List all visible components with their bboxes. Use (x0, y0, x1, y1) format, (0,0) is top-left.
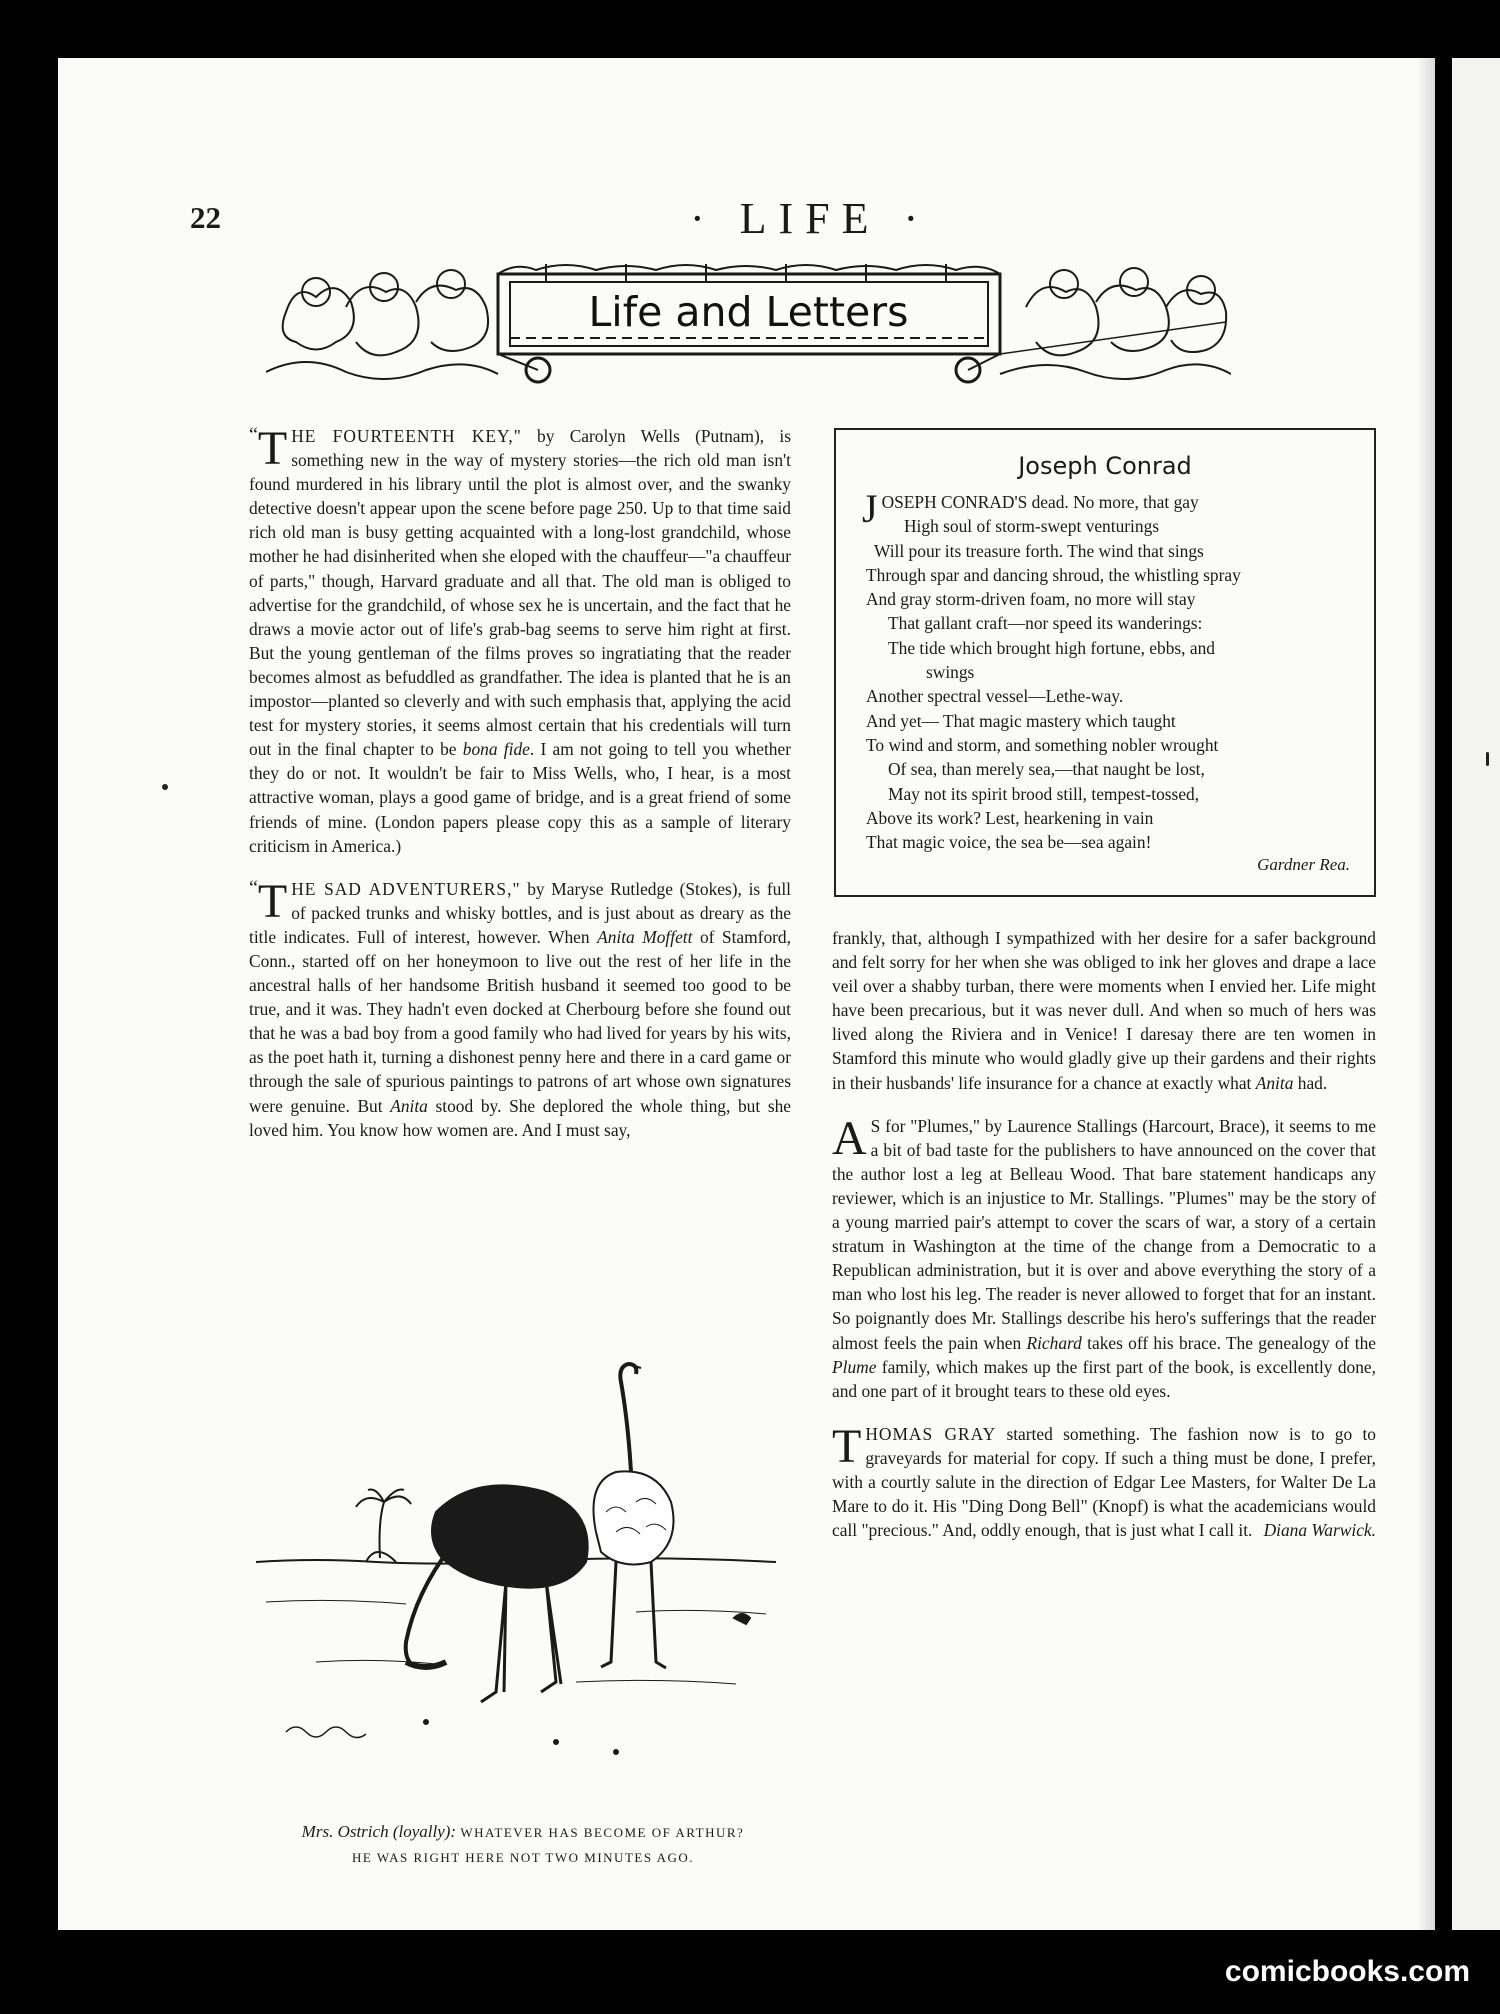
drop-cap: T (832, 1419, 862, 1473)
caption-line: HE WAS RIGHT HERE NOT TWO MINUTES AGO. (351, 1850, 695, 1865)
body-text: frankly, that, although I sympathized with her desire for a safer background and felt sorry for her when she was obliged to ink her gloves and drape a lace veil over a shabby turban, there were moments when I envied her. Life might have been precarious, but it was never dull. And when so much of hers was lived along the Riviera and in Venice! I daresay there are ten women in Stamford this minute who would gladly give up their gardens and their rights in their husbands' life insurance for a chance at exactly what (832, 928, 1376, 1093)
body-text: takes off his brace. The genealogy of the (1081, 1332, 1377, 1353)
italic-text: Anita Moffett (597, 926, 693, 947)
ink-speck (1486, 752, 1489, 766)
body-text: by Carolyn Wells (Putnam), is something new in the way of mystery stories—the rich old man isn't found murdered in his library until the plot is almost over, and the swanky detective doesn't appear upon the scene before page 250. Up to that time said rich old man is busy getting acquainted with a long-lost grandchild, whose mother he had disinherited when she eloped with the chauffeur—"a chauffeur of parts," though, Harvard graduate and all that. The old man is obliged to advertise for the grandchild, of whose sex he is uncertain, and the fact that he draws a movie actor out of life's grab-bag seems to serve him right at first. But the young gentleman of the films proves so ingratiating that the reader becomes almost as befuddled as grandfather. The idea is planted that he is an impostor—planted so cleverly and with such emphasis that, applying the acid test for mystery stories, it seems almost certain that his credentials will turn out in the final chapter to be (249, 426, 792, 760)
caption-speaker: Mrs. Ostrich (loyally): (301, 1822, 457, 1841)
poem-line: High soul of storm-swept venturings (904, 516, 1160, 537)
poem-line: Of sea, than merely sea,—that naught be lost, (888, 759, 1205, 780)
poem-line: That gallant craft—nor speed its wanderings: (888, 613, 1203, 634)
poem-line: Through spar and dancing shroud, the whistling spray (866, 564, 1241, 585)
body-text: stood by. She deplored the whole thing, but she loved him. You know how women are. And I must say, (249, 1095, 791, 1140)
body-text: family, which makes up the first part of the book, is excellently done, and one part of it brought tears to these old eyes. (832, 1356, 1376, 1401)
poem-line: Another spectral vessel—Lethe-way. (866, 686, 1124, 707)
poem-line: JOSEPH CONRAD'S dead. No more, that gay (862, 486, 1199, 531)
body-text: by Maryse Rutledge (Stokes), is full of packed trunks and whisky bottles, and is just about as dreary as the title indicates. Full of interest, however. When (249, 878, 791, 947)
review-continued (832, 926, 1376, 1095)
page-gutter-shadow (1417, 58, 1435, 1930)
cartoon-caption (240, 1820, 806, 1870)
body-text: S for "Plumes," by Laurence Stallings (Harcourt, Brace), it seems to me a bit of bad taste for the publishers to have announced on the cover that the author lost a leg at Belleau Wood. That bare statement handicaps any reviewer, which is an injustice to Mr. Stallings. "Plumes" may be the story of a young married pair's attempt to cover the scars of war, a story of a certain stratum in Washington at the time of the change from a Democratic to a Republican administration, but it is over and above everything the story of a man who lost his leg. The reader is never allowed to forget that for an instant. So poignantly does Mr. Stallings describe his hero's sufferings that the reader almost feels the pain when (832, 1115, 1376, 1353)
review-plumes (832, 1111, 1377, 1403)
open-quote: “ (249, 424, 258, 446)
drop-cap: J (862, 486, 878, 531)
poem-box (834, 428, 1376, 897)
site-watermark: comicbooks.com (1224, 1955, 1470, 1988)
drop-cap: T (257, 874, 288, 928)
body-text: . I am not going to tell you whether they do or not. It wouldn't be fair to Miss Wells, who, I hear, is a most attractive woman, plays a good game of bridge, and is a great friend of some friends of mine. (London papers please copy this as a sample of literary criticism in America.) (249, 739, 791, 856)
poem-line: Above its work? Lest, hearkening in vain (866, 807, 1154, 828)
italic-text: Plume (832, 1356, 877, 1377)
open-quote: “ (249, 876, 258, 899)
italic-text: Anita (390, 1095, 428, 1116)
ink-speck (162, 784, 168, 790)
masthead: · LIFE · (690, 194, 931, 243)
italic-text: Richard (1026, 1332, 1082, 1353)
poem-line: To wind and storm, and something nobler wrought (866, 734, 1219, 755)
caption-line: WHATEVER HAS BECOME OF ARTHUR? (460, 1825, 745, 1840)
review-ding-dong-bell (832, 1419, 1377, 1542)
reviewer-signature: Diana Warwick. (1263, 1520, 1376, 1541)
poem-title: Joseph Conrad (1018, 452, 1192, 480)
section-banner (266, 262, 1231, 392)
lead-caps: HE SAD ADVENTURERS," (291, 878, 521, 899)
poem-line: The tide which brought high fortune, ebbs, and (888, 637, 1215, 658)
review-fourteenth-key (249, 424, 791, 858)
poem-line: swings (926, 662, 975, 683)
poem-author: Gardner Rea. (1257, 855, 1350, 874)
adjacent-page-edge (1452, 58, 1500, 1930)
review-sad-adventurers (249, 874, 791, 1142)
body-text: of Stamford, Conn., started off on her honeymoon to live out the rest of her life in the ancestral halls of her handsome British husband it seemed too good to be true, and it was. They hadn't even docked at Cherbourg before she found out that he was a bad boy from a good family who had lived for years by his wits, as the poet hath it, turning a dishonest penny here and there in a card game or through the sale of spurious paintings to patrons of art whose own signatures were genuine. But (249, 926, 791, 1116)
body-text: had. (1293, 1072, 1328, 1093)
italic-text: Anita (1255, 1072, 1294, 1093)
left-column (249, 424, 791, 1161)
poem-line: Will pour its treasure forth. The wind that sings (874, 540, 1204, 561)
ostrich-illustration (256, 1362, 776, 1794)
right-column (832, 926, 1376, 1561)
poem-line: And gray storm-driven foam, no more will stay (866, 589, 1196, 610)
poem-body (862, 486, 1356, 854)
italic-text: bona fide (462, 739, 530, 760)
section-title: Life and Letters (588, 288, 909, 336)
poem-line: And yet— That magic mastery which taught (866, 710, 1176, 731)
ostrich-cartoon (256, 1362, 776, 1794)
poem-line: May not its spirit brood still, tempest-tossed, (888, 783, 1200, 804)
drop-cap: T (257, 422, 288, 475)
lead-caps: HE FOURTEENTH KEY," (291, 426, 522, 446)
body-text: started something. The fashion now is to go to graveyards for material for copy. If such a thing must be done, I prefer, with a courtly salute in the direction of Edgar Lee Masters, for Walter De La Mare to do it. His "Ding Dong Bell" (Knopf) is what the academicians would call "precious." And, oddly enough, that is just what I call it. (832, 1423, 1377, 1541)
drop-cap: A (832, 1111, 867, 1165)
page-number: 22 (190, 200, 221, 235)
lead-caps: HOMAS GRAY (865, 1423, 997, 1444)
poem-line: That magic voice, the sea be—sea again! (866, 832, 1152, 853)
